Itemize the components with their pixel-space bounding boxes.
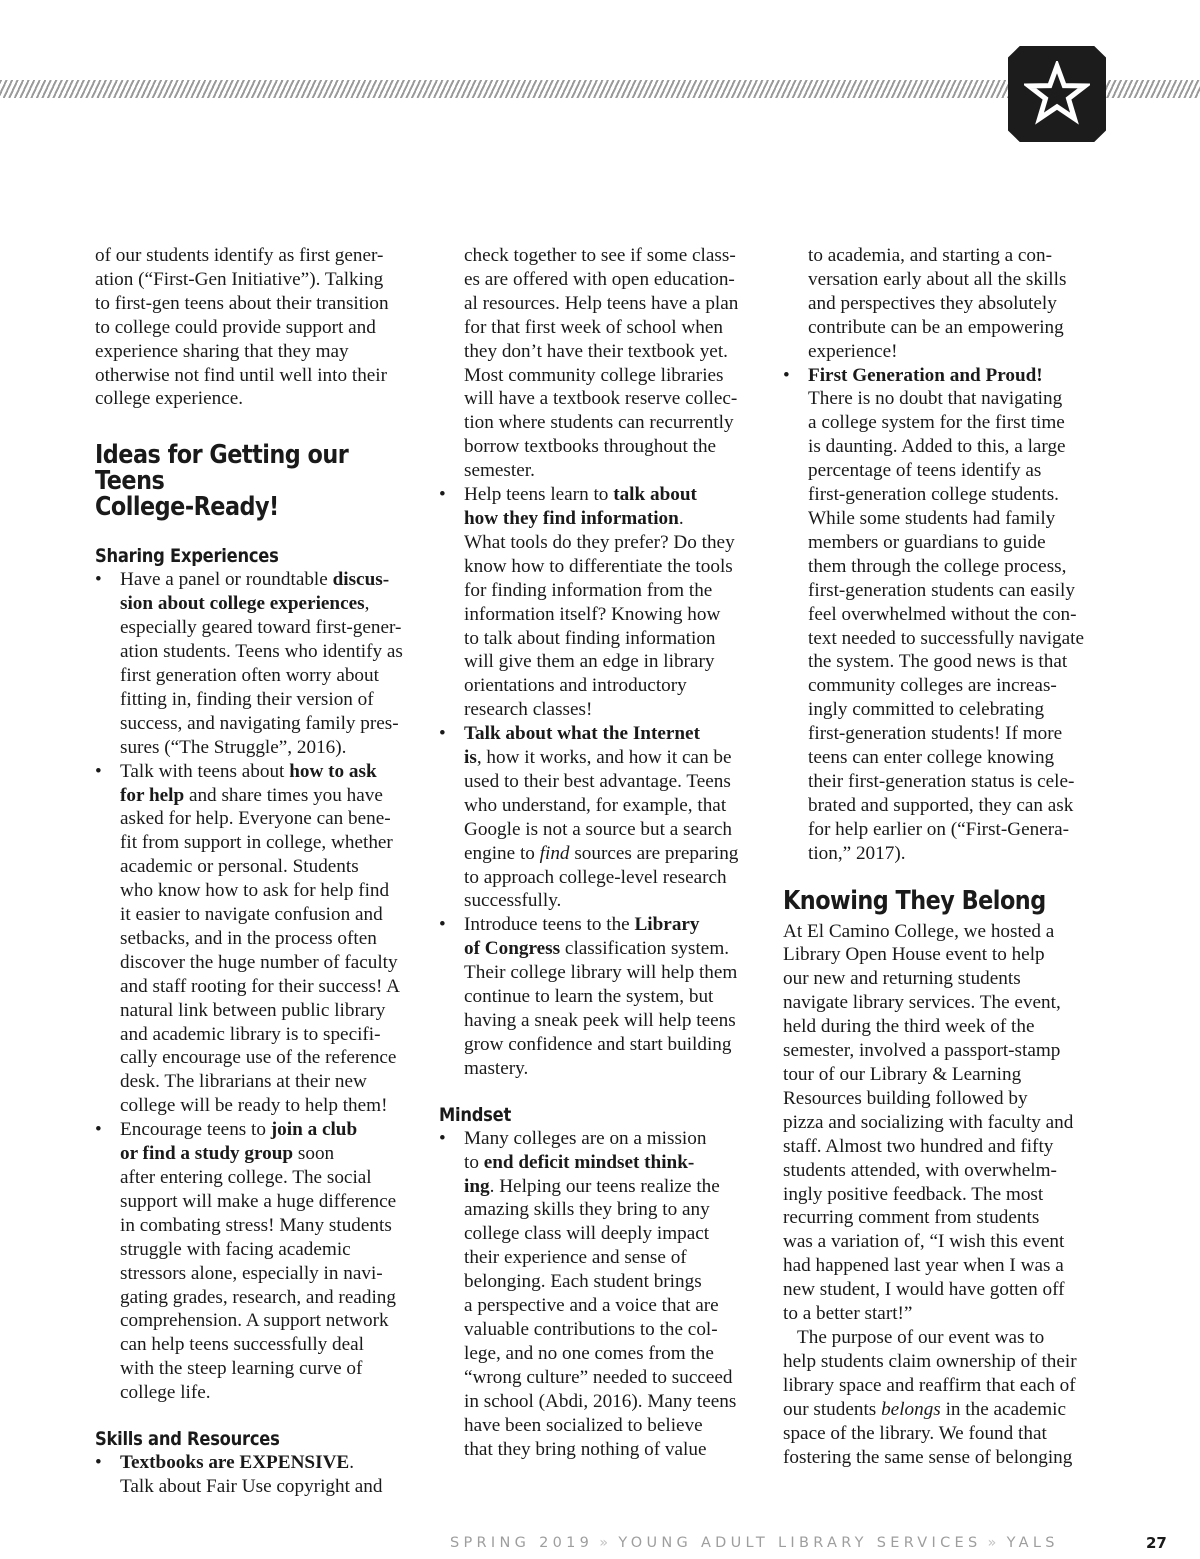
footer-abbr: YALS <box>1006 1535 1059 1551</box>
continued-paragraph: to academia, and starting a con- versation early about all the skills and perspectives they absolutely contribute can be an empowering experience! <box>808 245 1067 362</box>
column-1 <box>95 244 420 1499</box>
list-item: • Encourage teens to join a club or find a study group soon after entering college. The social support will make a huge difference in combating stress! Many students struggle with facing academic stressors alone, especially in navi- gating grades, research, and reading comprehension. A support network can help teens successfully deal with the steep learning curve of college life. <box>95 1118 420 1405</box>
list-item: • Textbooks are EXPENSIVE. Talk about Fair Use copyright and <box>95 1451 420 1499</box>
star-icon <box>1024 61 1090 127</box>
heading-knowing-they-belong: Knowing They Belong <box>783 885 1046 916</box>
subheading-skills-resources: Skills and Resources <box>95 1428 280 1451</box>
list-item: • First Generation and Proud! There is no doubt that navigating a college system for the first time is daunting. Added to this, a large percentage of teens identify as first-generation college students. While some students had family members or guardians to guide them through the college process, first-generation students can easily feel overwhelmed without the con- text needed to successfully navigate the system. The good news is that community colleges are increas- ingly committed to celebrating first-generation students! If more teens can enter college knowing their first-generation status is cele- brated and supported, they can ask for help earlier on (“First-Genera- tion,” 2017). <box>783 364 1108 866</box>
skills-list <box>95 1451 420 1499</box>
footer-separator: » <box>599 1535 613 1551</box>
heading-ideas: Ideas for Getting our Teens College-Ready! <box>95 440 349 523</box>
intro-paragraph: of our students identify as first gener- ation (“First-Gen Initiative”). Talking to first-gen teens about their transition to college could provide support and experience sharing that they may otherwise not find until well into their college experience. <box>95 245 389 410</box>
column-3 <box>783 244 1108 1469</box>
page-number: 27 <box>1146 1534 1167 1552</box>
subheading-mindset: Mindset <box>439 1103 512 1126</box>
list-item: • Have a panel or roundtable discus- sion about college experiences, especially geared toward first-gener- ation students. Teens who identify as first generation often worry about fitting in, finding their version of success, and navigating family pres- sures (“The Struggle”, 2016). <box>95 568 420 759</box>
belong-paragraph-1: At El Camino College, we hosted a Library Open House event to help our new and returning students navigate library services. The event, held during the third week of the semester, involved a passport-stamp tour of our Library & Learning Resources building followed by pizza and socializing with faculty and staff. Almost two hundred and fifty students attended, with overwhelm- ingly positive feedback. The most recurring comment from students was a variation of, “I wish this event had happened last year when I was a new student, I would have gotten off to a better start!” <box>783 920 1074 1325</box>
list-item: • Many colleges are on a mission to end deficit mindset think- ing. Helping our teens realize the amazing skills they bring to any college class will deeply impact their experience and sense of belonging. Each student brings a perspective and a voice that are valuable contributions to the col- lege, and no one comes from the “wrong culture” needed to succeed in school (Abdi, 2016). Many teens have been socialized to believe that they bring nothing of value <box>439 1127 764 1462</box>
column-2 <box>439 244 764 1461</box>
sharing-list <box>95 568 420 1405</box>
mindset-list-continued <box>783 364 1108 866</box>
footer-magazine: YOUNG ADULT LIBRARY SERVICES <box>618 1535 982 1551</box>
continued-paragraph: check together to see if some class- es are offered with open education- al resources. Help teens have a plan for that first week of school when they don’t have their textbook yet. Most community college libraries will have a textbook reserve collec- tion where students can recurrently borrow textbooks throughout the semester. <box>464 245 739 482</box>
page-footer <box>450 1535 1110 1557</box>
mindset-list <box>439 1127 764 1462</box>
list-item: • Talk with teens about how to ask for help and share times you have asked for help. Everyone can bene- fit from support in college, whether academic or personal. Students who know how to ask for help find it easier to navigate confusion and setbacks, and in the process often discover the huge number of faculty and staff rooting for their success! A natural link between public library and academic library is to specifi- cally encourage use of the reference desk. The librarians at their new college will be ready to help them! <box>95 760 420 1119</box>
list-item: • Talk about what the Internet is, how it works, and how it can be used to their best advantage. Teens who understand, for example, that Google is not a source but a search engine to find sources are preparing to approach college-level research successfully. <box>439 722 764 913</box>
list-item: • Help teens learn to talk about how they find information. What tools do they prefer? Do they know how to differentiate the tools for finding information from the information itself? Knowing how to talk about finding information will give them an edge in library orientations and introductory research classes! <box>439 483 764 722</box>
footer-separator: » <box>987 1535 1001 1551</box>
list-item: • Introduce teens to the Library of Congress classification system. Their college library will help them continue to learn the system, but having a sneak peek will help teens grow confidence and start building mastery. <box>439 913 764 1080</box>
footer-season: SPRING 2019 <box>450 1535 594 1551</box>
star-badge <box>1008 46 1106 142</box>
subheading-sharing-experiences: Sharing Experiences <box>95 545 279 568</box>
skills-list-continued <box>439 483 764 1081</box>
belong-paragraph-2: The purpose of our event was to help students claim ownership of their library space and reaffirm that each of our students belongs in the academic space of the library. We found that fostering the same sense of belonging <box>783 1326 1077 1468</box>
